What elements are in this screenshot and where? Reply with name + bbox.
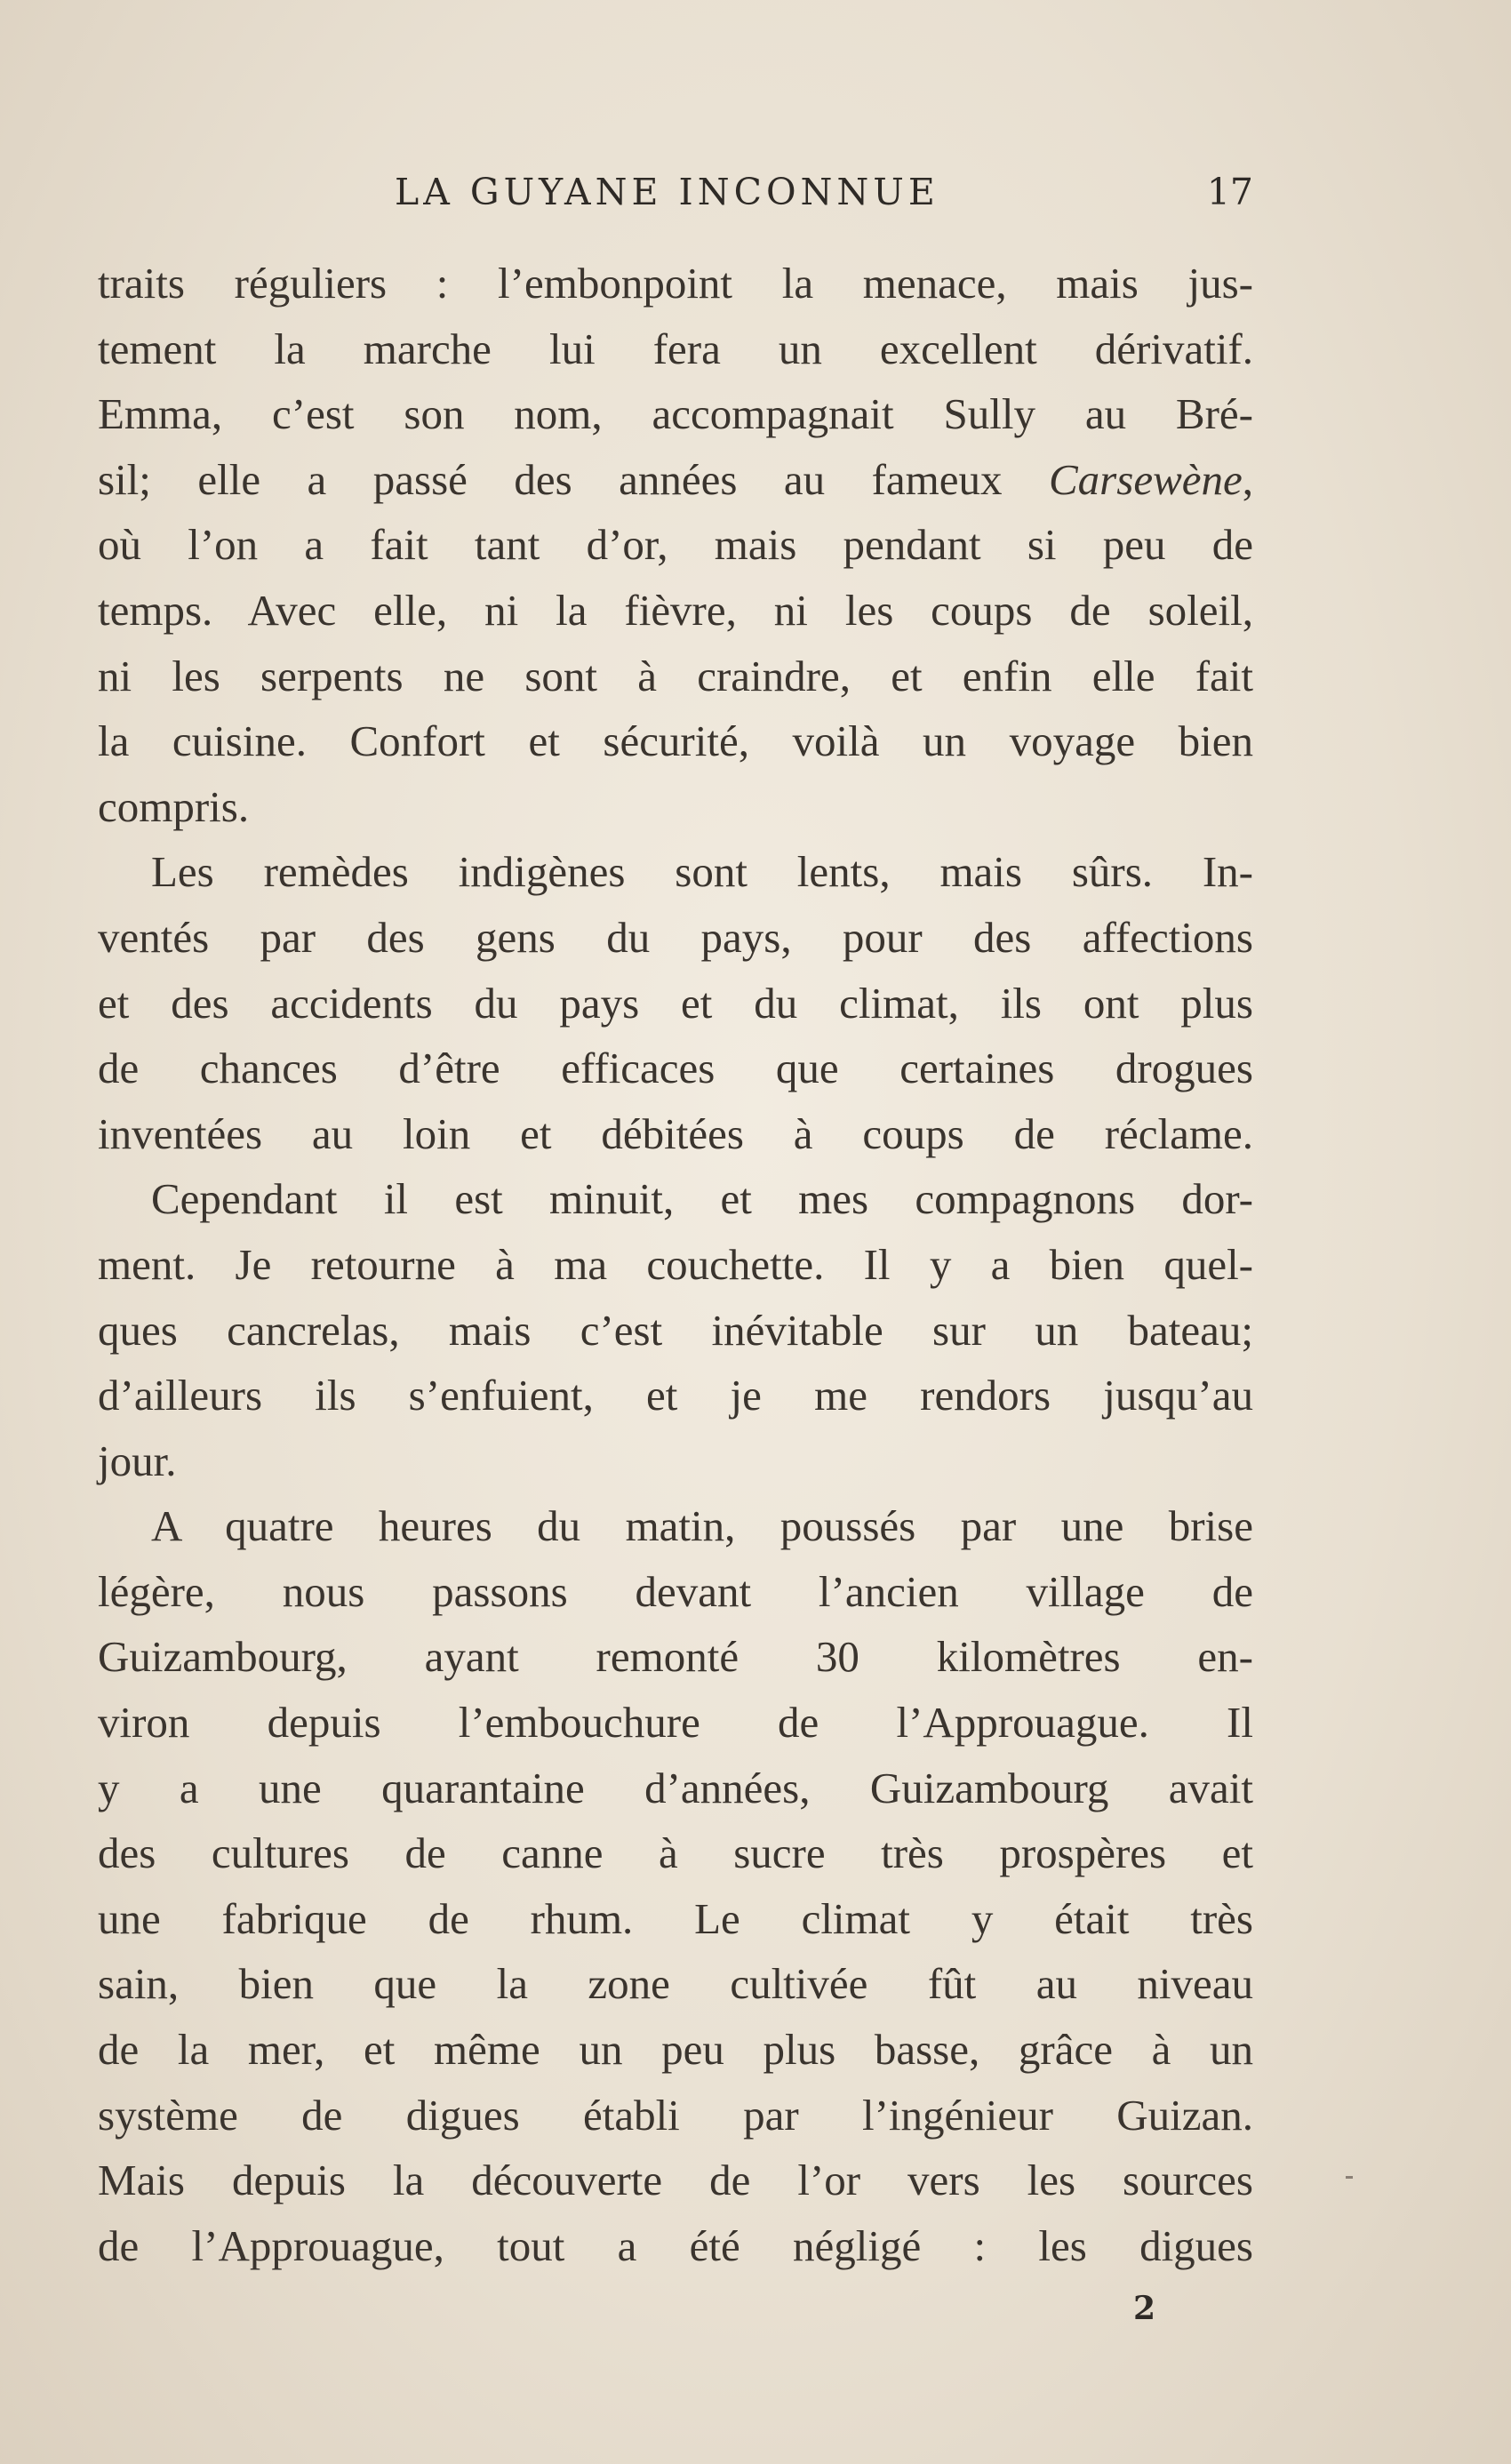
text-line: compris. xyxy=(98,781,250,831)
text-line: temps. Avec elle, ni la fièvre, ni les coups de soleil, xyxy=(98,585,1253,635)
text-line: des cultures de canne à sucre très prospères et xyxy=(98,1828,1253,1878)
body-text xyxy=(98,251,1253,2278)
text-line: sain, bien que la zone cultivée fût au niveau xyxy=(98,1959,1253,2009)
page-header xyxy=(98,165,1253,219)
text-line: et des accidents du pays et du climat, ils ont plus xyxy=(98,978,1253,1028)
text-line: Guizambourg, ayant remonté 30 kilomètres en- xyxy=(98,1632,1253,1682)
running-title: LA GUYANE INCONNUE xyxy=(395,171,939,213)
text-line: légère, nous passons devant l’ancien village de xyxy=(98,1566,1253,1616)
ink-speck xyxy=(1346,2176,1353,2179)
text-line: viron depuis l’embouchure de l’Approuague. Il xyxy=(98,1698,1253,1748)
italic-text: Carsewène xyxy=(1049,454,1243,504)
signature-mark: 2 xyxy=(1133,2290,1156,2327)
text-line: inventées au loin et débitées à coups de réclame. xyxy=(98,1108,1253,1158)
text-line: de chances d’être efficaces que certaines drogues xyxy=(98,1044,1253,1093)
text-line: système de digues établi par l’ingénieur Guizan. xyxy=(98,2090,1253,2140)
text-line: de l’Approuague, tout a été négligé : les digues xyxy=(98,2220,1253,2270)
text-line: Les remèdes indigènes sont lents, mais sûrs. In- xyxy=(151,847,1253,897)
text-line: la cuisine. Confort et sécurité, voilà un voyage bien xyxy=(98,716,1253,766)
text-line: y a une quarantaine d’années, Guizambourg avait xyxy=(98,1763,1253,1812)
text-line: Cependant il est minuit, et mes compagnons dor- xyxy=(151,1174,1253,1224)
text-line: ques cancrelas, mais c’est inévitable sur un bateau; xyxy=(98,1305,1253,1355)
text-line: sil; elle a passé des années au fameux Carsewène, xyxy=(98,454,1253,504)
text-line: ni les serpents ne sont à craindre, et enfin elle fait xyxy=(98,651,1253,700)
text-line: jour. xyxy=(98,1436,177,1485)
text-line: de la mer, et même un peu plus basse, grâce à un xyxy=(98,2025,1253,2075)
text-line: Mais depuis la découverte de l’or vers les sources xyxy=(98,2156,1253,2205)
text-line: Emma, c’est son nom, accompagnait Sully au Bré- xyxy=(98,389,1253,439)
text-line: où l’on a fait tant d’or, mais pendant si peu de xyxy=(98,520,1253,570)
text-line: ment. Je retourne à ma couchette. Il y a bien quel- xyxy=(98,1239,1253,1289)
text-line: traits réguliers : l’embonpoint la menace, mais jus- xyxy=(98,259,1253,308)
text-line: d’ailleurs ils s’enfuient, et je me rendors jusqu’au xyxy=(98,1371,1253,1420)
text-line: tement la marche lui fera un excellent dérivatif. xyxy=(98,324,1253,373)
text-line: ventés par des gens du pays, pour des affections xyxy=(98,912,1253,962)
page-number: 17 xyxy=(1206,171,1253,213)
text-line: une fabrique de rhum. Le climat y était très xyxy=(98,1893,1253,1943)
text-line: A quatre heures du matin, poussés par une brise xyxy=(151,1501,1253,1551)
